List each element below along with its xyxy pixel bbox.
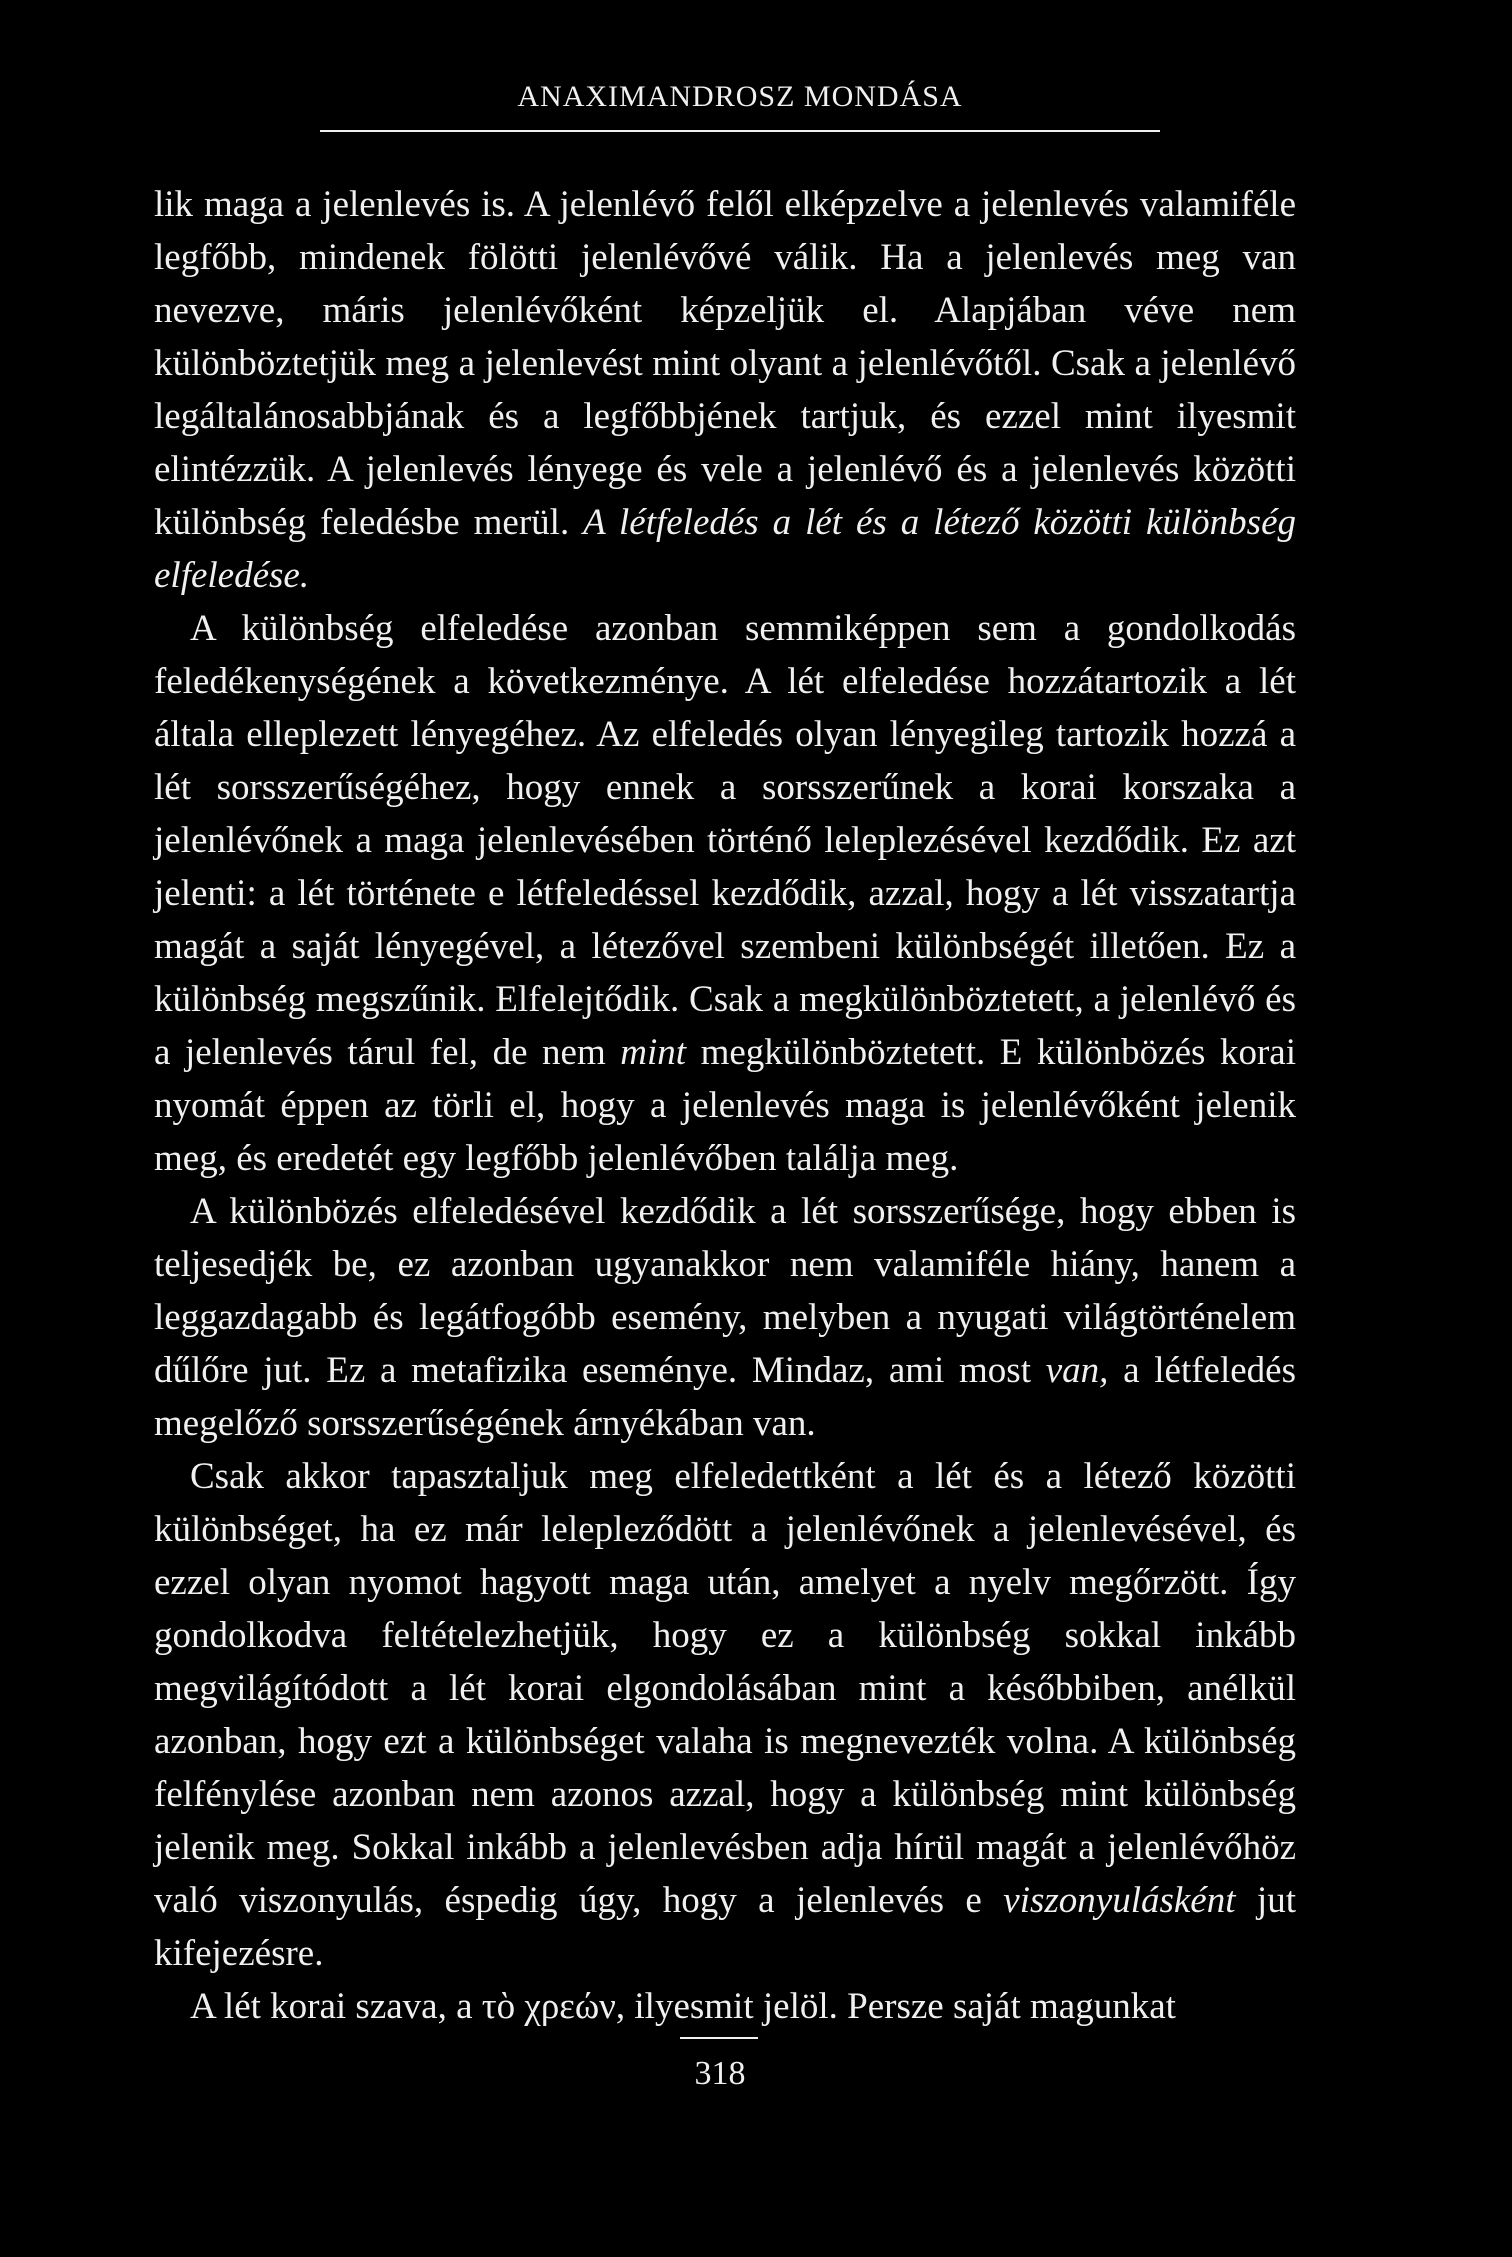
paragraph-5 (154, 1980, 1296, 2033)
paragraph-3-italic: van, (1045, 1350, 1109, 1391)
page-body (154, 178, 1296, 2033)
paragraph-2 (154, 602, 1296, 1185)
paragraph-3 (154, 1185, 1296, 1450)
paragraph-2-text-a: A különbség elfeledése azonban semmiképpen sem a gondolkodás feledékenységének a következménye. A lét elfeledése hozzátartozik a lét általa elleplezett lényegéhez. Az elfeledés olyan lényegileg tartozik hozzá a lét sorsszerűségéhez, hogy ennek a sorsszerűnek a korai korszaka a jelenlévőnek a maga jelenlevésében történő leleplezésével kezdődik. Ez azt jelenti: a lét története e létfeledéssel kezdődik, azzal, hogy a lét visszatartja magát a saját lényegével, a létezővel szembeni különbségét illetően. Ez a különbség megszűnik. Elfelejtődik. Csak a megkülönböztetett, a jelenlévő és a jelenlevés tárul fel, de nem (154, 608, 1296, 1073)
paragraph-1-italic: A létfeledés a lét és a létező közötti különbség elfeledése. (154, 502, 1297, 596)
paragraph-3-text-b: a létfeledés megelőző sorsszerűségének árnyékában van. (154, 1350, 1296, 1444)
paragraph-4-text-a: Csak akkor tapasztaljuk meg elfeledettként a lét és a létező közötti különbséget, ha ez már lelepleződött a jelenlévőnek a jelenlevésével, és ezzel olyan nyomot hagyott maga után, amelyet a nyelv megőrzött. Így gondolkodva feltételezhetjük, hogy ez a különbség sokkal inkább megvilágítódott a lét korai elgondolásában mint a későbbiben, anélkül azonban, hogy ezt a különbséget valaha is megnevezték volna. A különbség felfénylése azonban nem azonos azzal, hogy a különbség mint különbség jelenik meg. Sokkal inkább a jelenlevésben adja hírül magát a jelenlévőhöz való viszonyulás, éspedig úgy, hogy a jelenlevés e (154, 1456, 1296, 1921)
page-number: 318 (694, 2055, 746, 2092)
paragraph-2-text-b: megkülönböztetett. E különbözés korai nyomát éppen az törli el, hogy a jelenlevés maga is jelenlévőként jelenik meg, és eredetét egy legfőbb jelenlévőben találja meg. (154, 1032, 1296, 1179)
paragraph-2-italic: mint (620, 1032, 687, 1073)
paragraph-4-italic: viszonyulásként (1003, 1880, 1236, 1921)
paragraph-5-text: A lét korai szava, a τὸ χρεών, ilyesmit jelöl. Persze saját magunkat (190, 1986, 1176, 2027)
paragraph-1-text: lik maga a jelenlevés is. A jelenlévő felől elképzelve a jelenlevés valamiféle legfőbb, mindenek fölötti jelenlévővé válik. Ha a jelenlevés meg van nevezve, máris jelenlévőként képzeljük el. Alapjában véve nem különböztetjük meg a jelenlevést mint olyant a jelenlévőtől. Csak a jelenlévő legáltalánosabbjának és a legfőbbjének tartjuk, és ezzel mint ilyesmit elintézzük. A jelenlevés lényege és vele a jelenlévő és a jelenlevés közötti különbség feledésbe merül. (154, 184, 1296, 543)
paragraph-1 (154, 178, 1296, 602)
paragraph-4 (154, 1450, 1296, 1980)
header-rule (320, 130, 1160, 132)
paragraph-4-text-b: jut kifejezésre. (154, 1880, 1296, 1974)
footer-rule (680, 2037, 758, 2039)
paragraph-3-text-a: A különbözés elfeledésével kezdődik a lét sorsszerűsége, hogy ebben is teljesedjék be, ez azonban ugyanakkor nem valamiféle hiány, hanem a leggazdagabb és legátfogóbb esemény, melyben a nyugati világtörténelem dűlőre jut. Ez a metafizika eseménye. Mindaz, ami most (154, 1191, 1296, 1391)
running-header: ANAXIMANDROSZ MONDÁSA (517, 80, 963, 113)
